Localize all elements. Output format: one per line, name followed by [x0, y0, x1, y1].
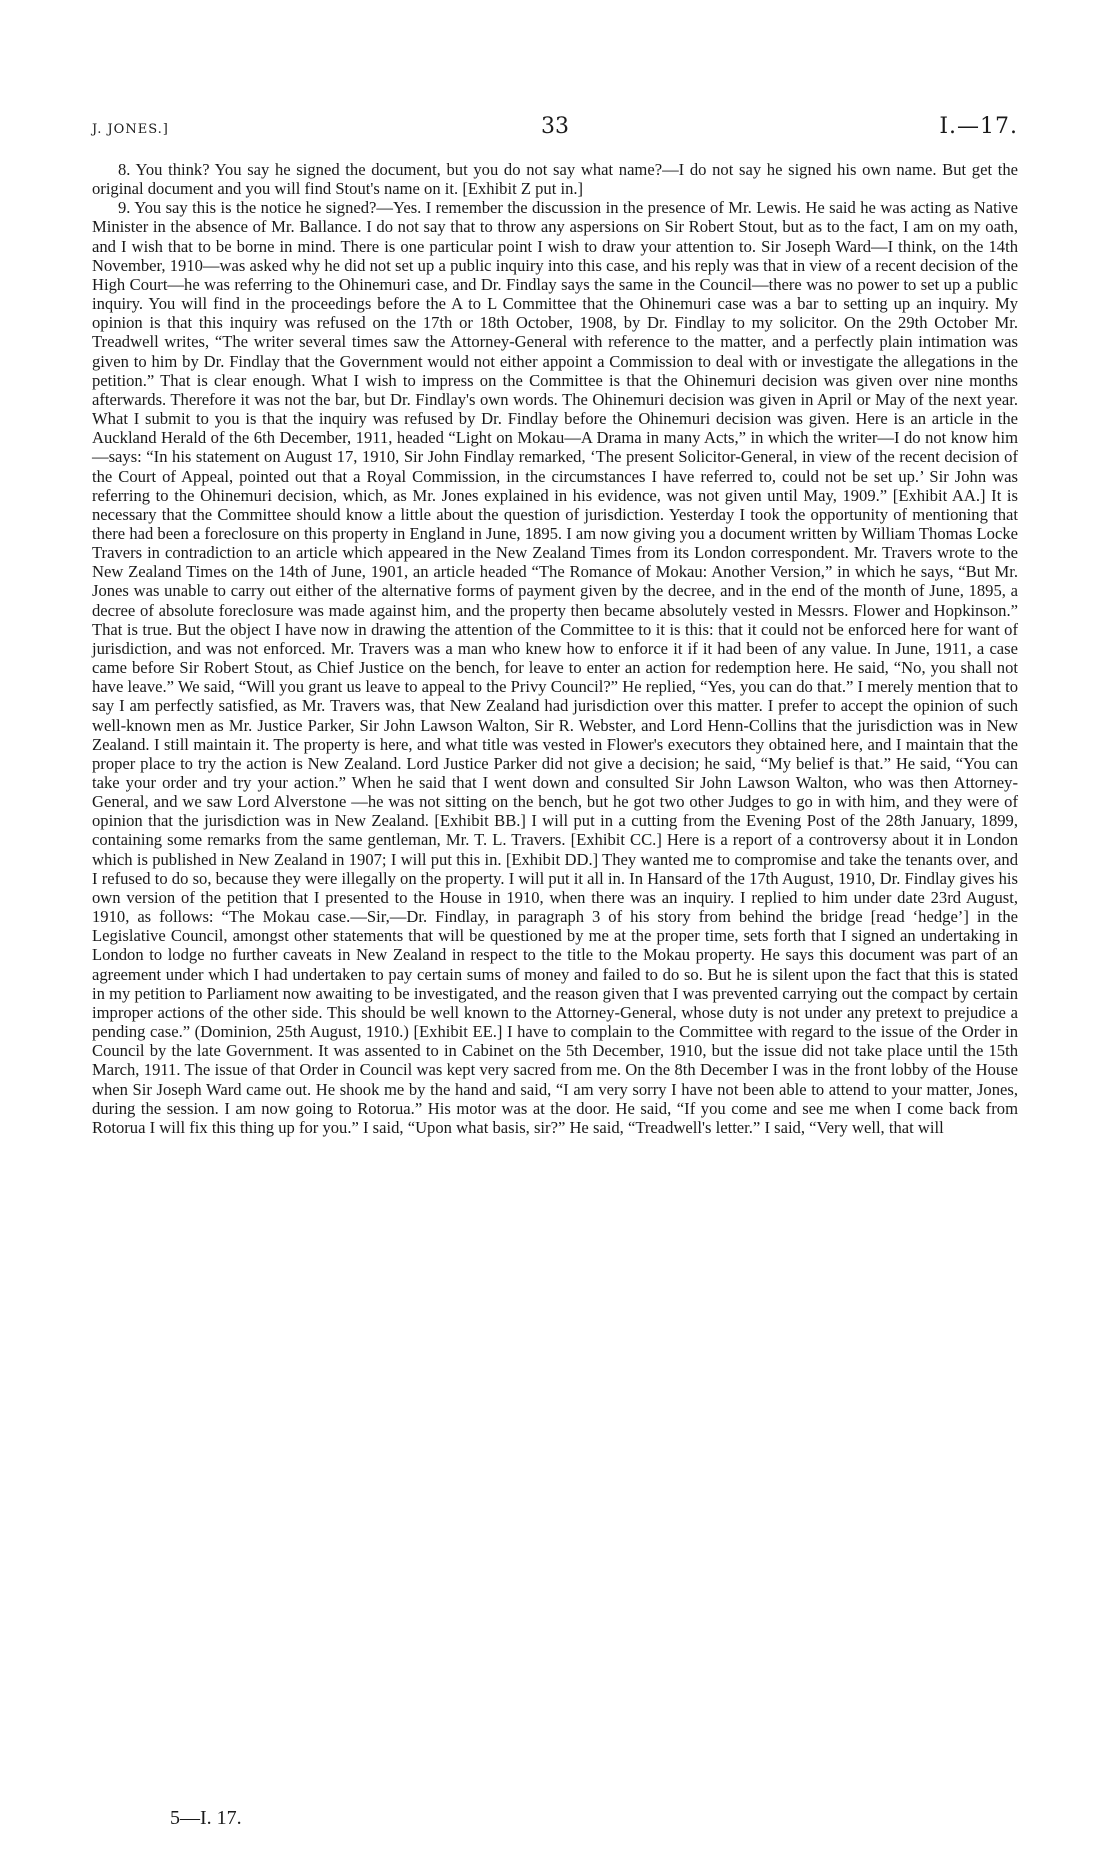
page-header	[92, 112, 1018, 146]
sheet-signature: 5—I. 17.	[170, 1807, 242, 1829]
body-text	[92, 160, 1018, 1137]
page-number: 33	[541, 114, 569, 139]
paragraph-9: 9. You say this is the notice he signed?—Yes. I remember the discussion in the presence of Mr. Lewis. He said he was acting as Native Minister in the absence of Mr. Ballance. I do not say that to throw any aspersions on Sir Robert Stout, but as to the fact, I am on my oath, and I wish that to be borne in mind. There is one particular point I wish to draw your attention to. Sir Joseph Ward—I think, on the 14th November, 1910—was asked why he did not set up a public inquiry into this case, and his reply was that in view of a recent decision of the High Court—he was referring to the Ohinemuri case, and Dr. Findlay says the same in the Council—there was no power to set up a public inquiry. You will find in the proceedings before the A to L Committee that the Ohinemuri case was a bar to setting up an inquiry. My opinion is that this inquiry was refused on the 17th or 18th October, 1908, by Dr. Findlay to my solicitor. On the 29th October Mr. Treadwell writes, “The writer several times saw the Attorney-General with reference to the matter, and a perfectly plain intimation was given to him by Dr. Findlay that the Government would not either appoint a Commission to deal with or investigate the allegations in the petition.” That is clear enough. What I wish to impress on the Committee is that the Ohinemuri decision was given over nine months afterwards. Therefore it was not the bar, but Dr. Findlay's own words. The Ohinemuri decision was given in April or May of the next year. What I submit to you is that the inquiry was refused by Dr. Findlay before the Ohinemuri decision was given. Here is an article in the Auckland Herald of the 6th December, 1911, headed “Light on Mokau—A Drama in many Acts,” in which the writer—I do not know him—says: “In his statement on August 17, 1910, Sir John Findlay remarked, ‘The present Solicitor-General, in view of the recent decision of the Court of Appeal, pointed out that a Royal Commission, in the circumstances I have referred to, could not be set up.’ Sir John was referring to the Ohinemuri decision, which, as Mr. Jones explained in his evidence, was not given until May, 1909.” [Exhibit AA.] It is necessary that the Committee should know a little about the question of jurisdiction. Yesterday I took the opportunity of mentioning that there had been a foreclosure on this property in England in June, 1895. I am now giving you a document written by William Thomas Locke Travers in contradiction to an article which appeared in the New Zealand Times from its London correspondent. Mr. Travers wrote to the New Zealand Times on the 14th of June, 1901, an article headed “The Romance of Mokau: Another Version,” in which he says, “But Mr. Jones was unable to carry out either of the alternative forms of payment given by the decree, and in the end of the month of June, 1895, a decree of absolute foreclosure was made against him, and the property then became absolutely vested in Messrs. Flower and Hopkinson.” That is true. But the object I have now in drawing the attention of the Committee to it is this: that it could not be enforced here for want of jurisdiction, and was not enforced. Mr. Travers was a man who knew how to enforce it if it had been of any value. In June, 1911, a case came before Sir Robert Stout, as Chief Justice on the bench, for leave to enter an action for redemption here. He said, “No, you shall not have leave.” We said, “Will you grant us leave to appeal to the Privy Council?” He replied, “Yes, you can do that.” I merely mention that to say I am perfectly satisfied, as Mr. Travers was, that New Zealand had jurisdiction over this matter. I prefer to accept the opinion of such well-known men as Mr. Justice Parker, Sir John Lawson Walton, Sir R. Webster, and Lord Henn-Collins that the jurisdiction was in New Zealand. I still maintain it. The property is here, and what title was vested in Flower's executors they obtained here, and I maintain that the proper place to try the action is New Zealand. Lord Justice Parker did not give a decision; he said, “My belief is that.” He said, “You can take your order and try your action.” When he said that I went down and consulted Sir John Lawson Walton, who was then Attorney-General, and we saw Lord Alverstone —he was not sitting on the bench, but he got two other Judges to go in with him, and they were of opinion that the jurisdiction was in New Zealand. [Exhibit BB.] I will put in a cutting from the Evening Post of the 28th January, 1899, containing some remarks from the same gentleman, Mr. T. L. Travers. [Exhibit CC.] Here is a report of a controversy about it in London which is published in New Zealand in 1907; I will put this in. [Exhibit DD.] They wanted me to compromise and take the tenants over, and I refused to do so, because they were illegally on the property. I will put it all in. In Hansard of the 17th August, 1910, Dr. Findlay gives his own version of the petition that I presented to the House in 1910, when there was an inquiry. I replied to him under date 23rd August, 1910, as follows: “The Mokau case.—Sir,—Dr. Findlay, in paragraph 3 of his story from behind the bridge [read ‘hedge’] in the Legislative Council, amongst other statements that will be questioned by me at the proper time, sets forth that I signed an undertaking in London to lodge no further caveats in New Zealand in respect to the title to the Mokau property. He says this document was part of an agreement under which I had undertaken to pay certain sums of money and failed to do so. But he is silent upon the fact that this is stated in my petition to Parliament now awaiting to be investigated, and the reason given that I was prevented carrying out the compact by certain improper actions of the other side. This should be well known to the Attorney-General, whose duty is not under any pretext to prejudice a pending case.” (Dominion, 25th August, 1910.) [Exhibit EE.] I have to complain to the Committee with regard to the issue of the Order in Council by the late Government. It was assented to in Cabinet on the 5th December, 1910, but the issue did not take place until the 15th March, 1911. The issue of that Order in Council was kept very sacred from me. On the 8th December I was in the front lobby of the House when Sir Joseph Ward came out. He shook me by the hand and said, “I am very sorry I have not been able to attend to your matter, Jones, during the session. I am now going to Rotorua.” His motor was at the door. He said, “If you come and see me when I come back from Rotorua I will fix this thing up for you.” I said, “Upon what basis, sir?” He said, “Treadwell's letter.” I said, “Very well, that will	[92, 198, 1018, 1137]
paper-reference: I.—17.	[939, 114, 1018, 139]
paragraph-8: 8. You think? You say he signed the document, but you do not say what name?—I do not say he signed his own name. But get the original document and you will find Stout's name on it. [Exhibit Z put in.]	[92, 160, 1018, 199]
header-witness-name: J. JONES.]	[92, 122, 169, 137]
